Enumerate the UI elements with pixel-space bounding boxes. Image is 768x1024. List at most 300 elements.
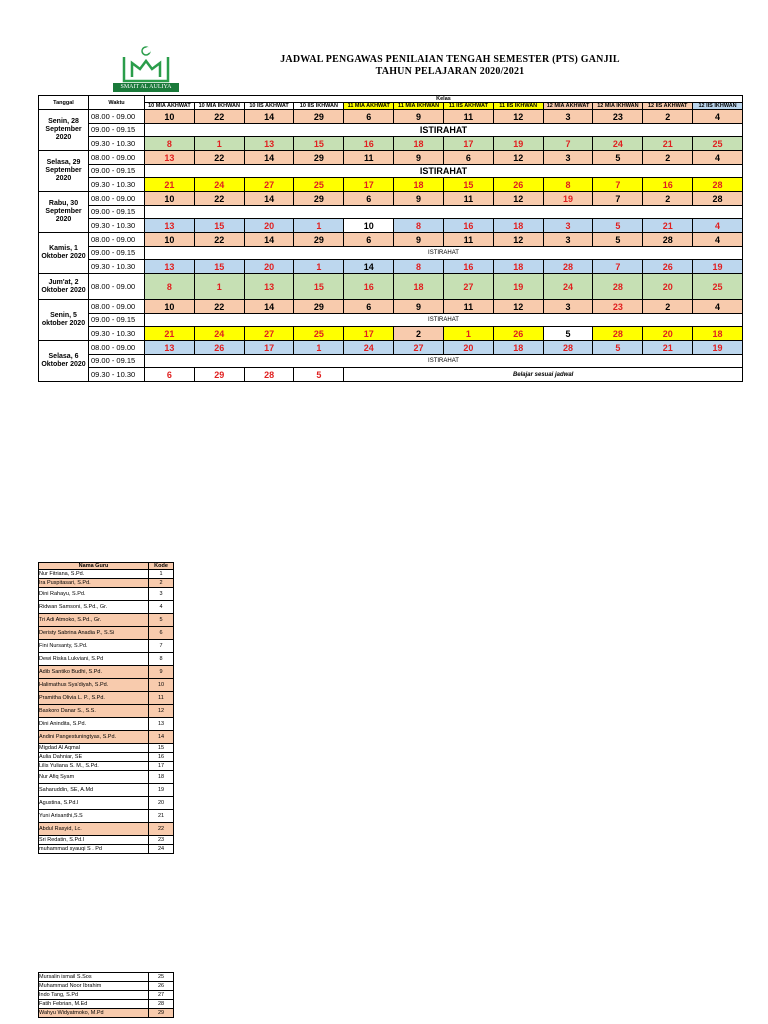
time-cell: 08.00 - 09.00 [89,110,145,124]
supervisor-code-cell: 11 [344,151,394,165]
time-cell: 09.30 - 10.30 [89,327,145,341]
time-cell: 08.00 - 09.00 [89,274,145,300]
supervisor-code-cell: 24 [593,137,643,151]
time-cell: 09.30 - 10.30 [89,368,145,382]
teacher-name: Aulia Dahniar, SE [39,753,149,762]
supervisor-code-cell: 20 [643,327,693,341]
supervisor-code-cell: 11 [443,233,493,247]
supervisor-code-cell: 21 [145,178,195,192]
teacher-name: Muhammad Noor Ibrahim [39,982,149,991]
note-cell: Belajar sesuai jadwal [344,368,743,382]
time-cell: 09.00 - 09.15 [89,124,145,137]
supervisor-code-cell: 28 [593,327,643,341]
teacher-name: Agustina, S.Pd.I [39,797,149,810]
supervisor-code-cell: 19 [693,341,743,355]
supervisor-code-cell: 7 [593,178,643,192]
supervisor-code-cell: 7 [593,192,643,206]
schedule-row [39,327,743,341]
supervisor-code-cell: 26 [493,178,543,192]
teacher-row [39,666,174,679]
page-subtitle: TAHUN PELAJARAN 2020/2021 [375,66,525,77]
time-cell: 09.30 - 10.30 [89,260,145,274]
supervisor-code-cell: 13 [145,260,195,274]
supervisor-code-cell: 14 [244,110,294,124]
supervisor-code-cell: 6 [145,368,195,382]
supervisor-code-cell: 6 [344,110,394,124]
teacher-name: Lilis Yuliana S. M., S.Pd. [39,762,149,771]
supervisor-code-cell: 27 [394,341,444,355]
time-cell: 09.00 - 09.15 [89,355,145,368]
header-class: 12 IIS AKHWAT [643,103,693,110]
break-cell: ISTIRAHAT [145,165,743,178]
teacher-row [39,614,174,627]
teacher-row [39,973,174,982]
supervisor-code-cell: 29 [294,151,344,165]
teacher-code: 11 [149,692,174,705]
supervisor-code-cell: 12 [493,300,543,314]
teacher-name: Dewi Riska Lukviani, S.Pd [39,653,149,666]
teacher-name: Migdad Al Aqmal [39,744,149,753]
supervisor-code-cell: 1 [194,274,244,300]
supervisor-code-cell: 4 [693,233,743,247]
teacher-row [39,991,174,1000]
schedule-table [38,95,743,382]
supervisor-code-cell: 14 [244,233,294,247]
supervisor-code-cell: 21 [643,341,693,355]
break-cell: ISTIRAHAT [145,124,743,137]
supervisor-code-cell: 15 [294,274,344,300]
teacher-name: Fini Nursanty, S.Pd. [39,640,149,653]
supervisor-code-cell: 3 [543,110,593,124]
teacher-name: Halimathus Sya'diyah, S.Pd. [39,679,149,692]
supervisor-code-cell: 2 [394,327,444,341]
supervisor-code-cell: 18 [493,260,543,274]
time-cell: 09.00 - 09.15 [89,314,145,327]
teacher-row [39,771,174,784]
supervisor-code-cell: 14 [244,151,294,165]
supervisor-code-cell: 1 [294,260,344,274]
supervisor-code-cell: 9 [394,233,444,247]
teacher-name: Adib Santiko Budhi, S.Pd. [39,666,149,679]
supervisor-code-cell: 6 [344,300,394,314]
supervisor-code-cell: 8 [145,137,195,151]
supervisor-code-cell: 19 [493,137,543,151]
supervisor-code-cell: 29 [294,192,344,206]
supervisor-code-cell: 14 [244,192,294,206]
teacher-code: 13 [149,718,174,731]
header-class: 12 MIA IKHWAN [593,103,643,110]
supervisor-code-cell: 27 [244,178,294,192]
time-cell: 09.00 - 09.15 [89,247,145,260]
time-cell: 08.00 - 09.00 [89,341,145,355]
teacher-name: Abdul Rasyid, Lc. [39,823,149,836]
supervisor-code-cell: 8 [394,260,444,274]
supervisor-code-cell: 29 [194,368,244,382]
teacher-row [39,784,174,797]
supervisor-code-cell: 11 [443,110,493,124]
supervisor-code-cell: 13 [145,151,195,165]
teacher-name: Pramitha Olivia L. P., S.Pd. [39,692,149,705]
teacher-name: Nur Afiq Syam [39,771,149,784]
teacher-row [39,1000,174,1009]
supervisor-code-cell: 5 [543,327,593,341]
supervisor-code-cell: 2 [643,300,693,314]
teacher-code-table [38,562,174,854]
supervisor-code-cell: 19 [693,260,743,274]
teacher-row [39,845,174,854]
teacher-code: 9 [149,666,174,679]
teacher-code: 16 [149,753,174,762]
teacher-row [39,731,174,744]
supervisor-code-cell: 20 [244,219,294,233]
supervisor-code-cell: 6 [344,233,394,247]
teacher-name: Yuni Arisanthi,S.S [39,810,149,823]
date-cell: Senin, 5 oktober 2020 [39,300,89,341]
teacher-row [39,640,174,653]
teacher-code: 10 [149,679,174,692]
break-cell: ISTIRAHAT [145,355,743,368]
schedule-row [39,341,743,355]
supervisor-code-cell: 10 [344,219,394,233]
page-title: JADWAL PENGAWAS PENILAIAN TENGAH SEMESTER (PTS) GANJIL [280,54,620,65]
date-cell: Selasa, 29 September 2020 [39,151,89,192]
supervisor-code-cell: 2 [643,192,693,206]
header-class: 10 IIS IKHWAN [294,103,344,110]
date-cell: Rabu, 30 September 2020 [39,192,89,233]
supervisor-code-cell: 28 [543,341,593,355]
header-kelas: Kelas [145,96,743,103]
teacher-code: 24 [149,845,174,854]
supervisor-code-cell: 22 [194,233,244,247]
teacher-code: 25 [149,973,174,982]
supervisor-code-cell: 29 [294,110,344,124]
header-kode: Kode [149,563,174,570]
teacher-code: 23 [149,836,174,845]
supervisor-code-cell: 17 [344,178,394,192]
teacher-row [39,705,174,718]
supervisor-code-cell: 9 [394,110,444,124]
date-cell: Jum'at, 2 Oktober 2020 [39,274,89,300]
supervisor-code-cell: 29 [294,300,344,314]
schedule-row [39,151,743,165]
time-cell: 09.00 - 09.15 [89,206,145,219]
supervisor-code-cell: 11 [443,192,493,206]
teacher-name: Mursalin ismail S.Sos [39,973,149,982]
supervisor-code-cell: 22 [194,300,244,314]
schedule-row [39,247,743,260]
supervisor-code-cell: 25 [294,327,344,341]
teacher-name: Saharuddin, SE, A.Md [39,784,149,797]
teacher-name: Ira Puspitasari, S.Pd. [39,579,149,588]
teacher-code: 3 [149,588,174,601]
supervisor-code-cell: 3 [543,233,593,247]
time-cell: 08.00 - 09.00 [89,192,145,206]
supervisor-code-cell: 8 [145,274,195,300]
teacher-row [39,744,174,753]
teacher-code: 21 [149,810,174,823]
logo-caption: SMAIT AL AULIYA [113,83,179,92]
supervisor-code-cell: 15 [294,137,344,151]
supervisor-code-cell: 16 [344,137,394,151]
supervisor-code-cell: 26 [194,341,244,355]
supervisor-code-cell: 10 [145,300,195,314]
supervisor-code-cell: 24 [194,327,244,341]
schedule-row [39,219,743,233]
supervisor-code-cell: 3 [543,300,593,314]
supervisor-code-cell: 22 [194,110,244,124]
supervisor-code-cell: 15 [194,260,244,274]
supervisor-code-cell: 5 [593,151,643,165]
supervisor-code-cell: 26 [643,260,693,274]
teacher-row [39,570,174,579]
schedule-row [39,137,743,151]
teacher-row [39,692,174,705]
supervisor-code-cell: 17 [443,137,493,151]
supervisor-code-cell: 16 [643,178,693,192]
schedule-row [39,274,743,300]
header-class: 11 MIA IKHWAN [394,103,444,110]
supervisor-code-cell: 27 [443,274,493,300]
time-cell: 09.30 - 10.30 [89,137,145,151]
supervisor-code-cell: 26 [493,327,543,341]
supervisor-code-cell: 5 [593,341,643,355]
header-waktu: Waktu [89,96,145,110]
schedule-row [39,110,743,124]
supervisor-code-cell: 16 [443,260,493,274]
supervisor-code-cell: 3 [543,219,593,233]
teacher-name: Dini Rahayu, S.Pd. [39,588,149,601]
supervisor-code-cell: 23 [593,300,643,314]
supervisor-code-cell: 13 [145,219,195,233]
supervisor-code-cell: 9 [394,151,444,165]
supervisor-code-cell: 19 [543,192,593,206]
schedule-row [39,233,743,247]
supervisor-code-cell: 2 [643,151,693,165]
supervisor-code-cell: 14 [244,300,294,314]
supervisor-code-cell: 4 [693,300,743,314]
supervisor-code-cell: 17 [244,341,294,355]
teacher-code: 4 [149,601,174,614]
supervisor-code-cell: 4 [693,110,743,124]
supervisor-code-cell: 5 [593,233,643,247]
date-cell: Senin, 28 September 2020 [39,110,89,151]
teacher-name: Fatih Febrian, M.Ed [39,1000,149,1009]
supervisor-code-cell: 25 [693,137,743,151]
supervisor-code-cell: 9 [394,300,444,314]
teacher-row [39,588,174,601]
supervisor-code-cell: 28 [543,260,593,274]
header-tanggal: Tanggal [39,96,89,110]
break-cell: ISTIRAHAT [145,247,743,260]
supervisor-code-cell: 1 [443,327,493,341]
teacher-name: Nur Fitriana, S.Pd. [39,570,149,579]
schedule-row [39,314,743,327]
teacher-row [39,810,174,823]
supervisor-code-cell: 2 [643,110,693,124]
teacher-code-table-2 [38,972,174,1018]
teacher-code: 20 [149,797,174,810]
supervisor-code-cell: 8 [394,219,444,233]
header-class: 11 IIS AKHWAT [443,103,493,110]
supervisor-code-cell: 4 [693,219,743,233]
supervisor-code-cell: 22 [194,151,244,165]
supervisor-code-cell: 11 [443,300,493,314]
supervisor-code-cell: 15 [443,178,493,192]
teacher-code: 6 [149,627,174,640]
supervisor-code-cell: 6 [344,192,394,206]
teacher-row [39,762,174,771]
supervisor-code-cell: 15 [194,219,244,233]
teacher-name: Sri Redatin, S.Pd.I [39,836,149,845]
header-class: 10 MIA IKHWAN [194,103,244,110]
teacher-row [39,601,174,614]
supervisor-code-cell: 13 [244,274,294,300]
supervisor-code-cell: 24 [344,341,394,355]
supervisor-code-cell: 24 [543,274,593,300]
supervisor-code-cell: 4 [693,151,743,165]
teacher-row [39,753,174,762]
supervisor-code-cell: 25 [693,274,743,300]
supervisor-code-cell: 12 [493,110,543,124]
supervisor-code-cell: 12 [493,192,543,206]
teacher-code: 1 [149,570,174,579]
time-cell: 08.00 - 09.00 [89,151,145,165]
teacher-row [39,679,174,692]
supervisor-code-cell: 17 [344,327,394,341]
supervisor-code-cell: 20 [643,274,693,300]
supervisor-code-cell: 29 [294,233,344,247]
schedule-row [39,300,743,314]
supervisor-code-cell: 6 [443,151,493,165]
header-class: 11 MIA AKHWAT [344,103,394,110]
teacher-name: Deristy Sabrina Anadia P., S.Si [39,627,149,640]
teacher-name: Tri Adi Atmoko, S.Pd., Gr. [39,614,149,627]
supervisor-code-cell: 5 [294,368,344,382]
teacher-row [39,627,174,640]
schedule-row [39,260,743,274]
supervisor-code-cell: 25 [294,178,344,192]
supervisor-code-cell: 8 [543,178,593,192]
supervisor-code-cell: 16 [443,219,493,233]
teacher-code: 7 [149,640,174,653]
supervisor-code-cell: 10 [145,233,195,247]
teacher-code: 5 [149,614,174,627]
supervisor-code-cell: 28 [693,192,743,206]
teacher-code: 17 [149,762,174,771]
supervisor-code-cell: 16 [344,274,394,300]
date-cell: Kamis, 1 Oktober 2020 [39,233,89,274]
supervisor-code-cell: 20 [244,260,294,274]
supervisor-code-cell: 21 [145,327,195,341]
supervisor-code-cell: 28 [244,368,294,382]
teacher-code: 26 [149,982,174,991]
supervisor-code-cell: 7 [543,137,593,151]
supervisor-code-cell: 13 [244,137,294,151]
schedule-row [39,192,743,206]
supervisor-code-cell: 18 [394,274,444,300]
header-class: 10 IIS AKHWAT [244,103,294,110]
teacher-code: 19 [149,784,174,797]
supervisor-code-cell: 27 [244,327,294,341]
supervisor-code-cell: 12 [493,233,543,247]
supervisor-code-cell: 28 [693,178,743,192]
supervisor-code-cell: 28 [593,274,643,300]
supervisor-code-cell: 24 [194,178,244,192]
supervisor-code-cell: 18 [394,137,444,151]
teacher-code: 18 [149,771,174,784]
supervisor-code-cell: 3 [543,151,593,165]
header-class: 12 IIS IKHWAN [693,103,743,110]
schedule-row [39,368,743,382]
teacher-name: Wahyu Widyatmoko, M.Pd [39,1009,149,1018]
teacher-row [39,797,174,810]
schedule-row [39,206,743,219]
supervisor-code-cell: 19 [493,274,543,300]
supervisor-code-cell: 18 [493,341,543,355]
time-cell: 08.00 - 09.00 [89,233,145,247]
supervisor-code-cell: 18 [394,178,444,192]
supervisor-code-cell: 10 [145,110,195,124]
teacher-name: Dini Anindita, S.Pd. [39,718,149,731]
teacher-code: 27 [149,991,174,1000]
teacher-row [39,836,174,845]
supervisor-code-cell: 1 [194,137,244,151]
header-class: 11 IIS IKHWAN [493,103,543,110]
teacher-name: Baskoro Danar S., S.S. [39,705,149,718]
supervisor-code-cell: 21 [643,137,693,151]
supervisor-code-cell: 1 [294,341,344,355]
supervisor-code-cell: 5 [593,219,643,233]
break-cell [145,206,743,219]
schedule-row [39,165,743,178]
teacher-row [39,982,174,991]
schedule-row [39,355,743,368]
header-nama-guru: Nama Guru [39,563,149,570]
teacher-code: 8 [149,653,174,666]
teacher-name: Andini Pangestuningtyas, S.Pd. [39,731,149,744]
teacher-code: 12 [149,705,174,718]
teacher-code: 29 [149,1009,174,1018]
teacher-row [39,1009,174,1018]
header-class: 10 MIA AKHWAT [145,103,195,110]
supervisor-code-cell: 18 [693,327,743,341]
supervisor-code-cell: 21 [643,219,693,233]
date-cell: Selasa, 6 Oktober 2020 [39,341,89,382]
time-cell: 08.00 - 09.00 [89,300,145,314]
time-cell: 09.00 - 09.15 [89,165,145,178]
teacher-row [39,718,174,731]
time-cell: 09.30 - 10.30 [89,178,145,192]
supervisor-code-cell: 14 [344,260,394,274]
supervisor-code-cell: 23 [593,110,643,124]
supervisor-code-cell: 13 [145,341,195,355]
teacher-name: Indo Tang, S.Pd [39,991,149,1000]
supervisor-code-cell: 18 [493,219,543,233]
supervisor-code-cell: 28 [643,233,693,247]
teacher-code: 2 [149,579,174,588]
supervisor-code-cell: 10 [145,192,195,206]
supervisor-code-cell: 12 [493,151,543,165]
break-cell: ISTIRAHAT [145,314,743,327]
time-cell: 09.30 - 10.30 [89,219,145,233]
teacher-row [39,579,174,588]
schedule-row [39,178,743,192]
header-class: 12 MIA AKHWAT [543,103,593,110]
supervisor-code-cell: 22 [194,192,244,206]
teacher-name: muhammad syauqi S . Pd [39,845,149,854]
supervisor-code-cell: 7 [593,260,643,274]
teacher-row [39,653,174,666]
